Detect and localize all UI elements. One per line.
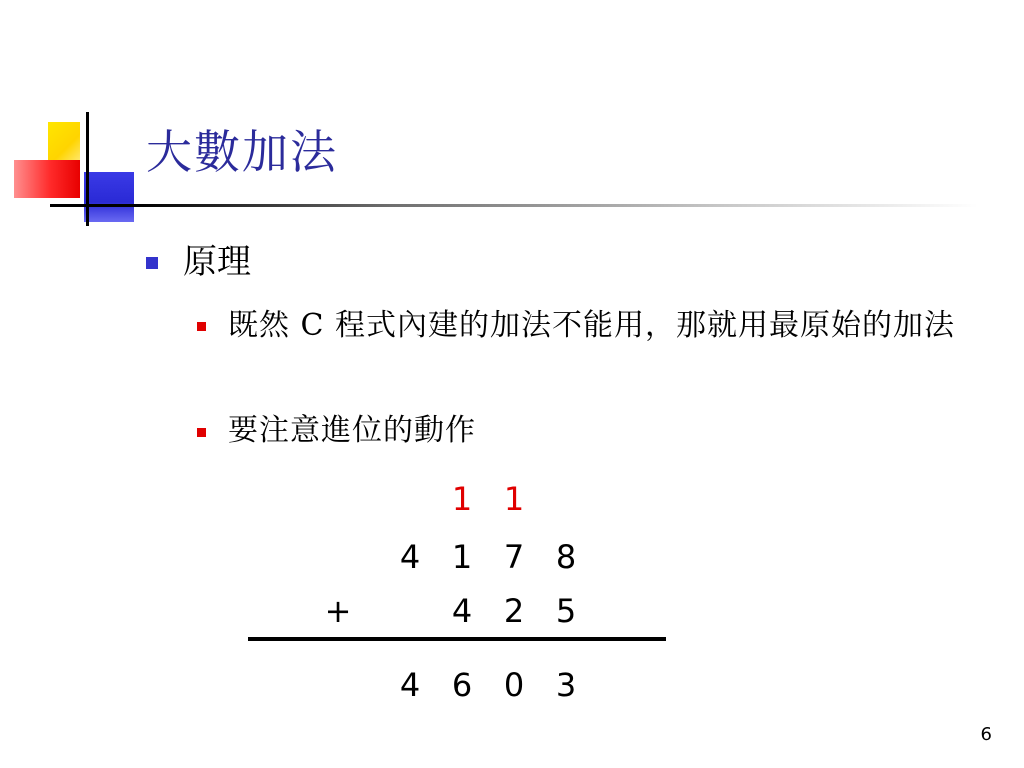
carry-digit: 1 <box>451 480 473 518</box>
bullet-square-icon <box>146 257 158 269</box>
plus-operator: + <box>324 592 352 630</box>
sub-bullet-square-icon <box>197 322 206 331</box>
deco-blue-square <box>84 172 134 222</box>
result-digit: 3 <box>555 666 577 704</box>
title-underline <box>138 204 978 207</box>
addend1-digit: 4 <box>399 538 421 576</box>
deco-vertical-line <box>86 112 89 226</box>
bullet-text: 原理 <box>183 242 251 282</box>
deco-yellow-square <box>48 122 80 164</box>
slide-title: 大數加法 <box>146 125 338 179</box>
deco-red-square <box>14 160 80 198</box>
addend2-digit: 5 <box>555 592 577 630</box>
addend2-digit: 4 <box>451 592 473 630</box>
addend1-digit: 7 <box>503 538 525 576</box>
sub-bullet-square-icon <box>197 428 206 437</box>
sub-bullet-text: 既然 C 程式內建的加法不能用，那就用最原始的加法 <box>228 308 956 343</box>
deco-horizontal-line <box>50 204 138 207</box>
carry-digit: 1 <box>503 480 525 518</box>
addend2-digit: 2 <box>503 592 525 630</box>
sub-bullet-text: 要注意進位的動作 <box>228 413 476 448</box>
result-digit: 0 <box>503 666 525 704</box>
addend1-digit: 8 <box>555 538 577 576</box>
page-number: 6 <box>980 724 992 745</box>
addend1-digit: 1 <box>451 538 473 576</box>
result-digit: 6 <box>451 666 473 704</box>
result-digit: 4 <box>399 666 421 704</box>
sum-line <box>248 637 666 641</box>
